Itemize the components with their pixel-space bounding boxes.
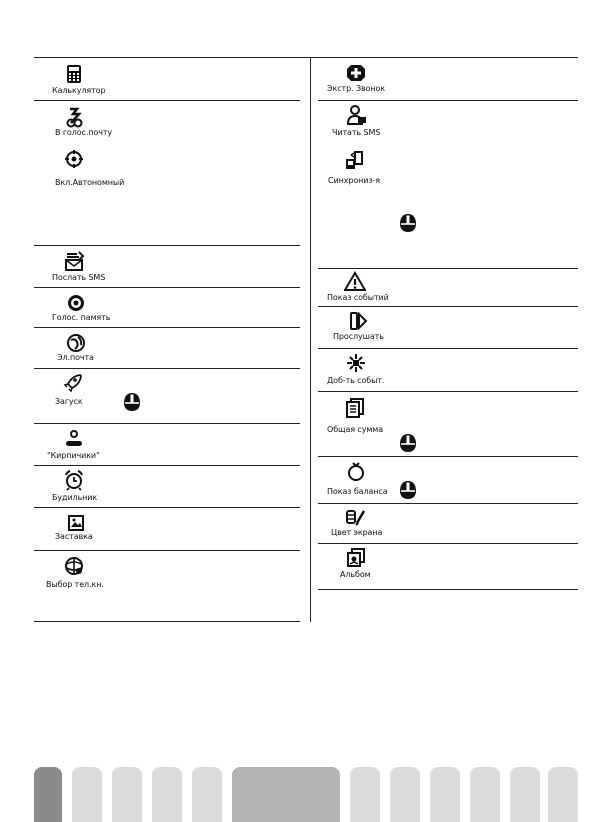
album-icon bbox=[345, 547, 367, 569]
navigation-key-icon bbox=[399, 213, 417, 233]
section-tab bbox=[390, 767, 420, 822]
navigation-key-icon bbox=[123, 392, 141, 412]
voicemail-icon bbox=[63, 106, 85, 128]
menu-label-offline: Вкл.Автономный bbox=[55, 178, 125, 187]
offline-mode-icon bbox=[63, 148, 85, 170]
navigation-key-icon bbox=[399, 480, 417, 500]
menu-label-send-sms: Послать SMS bbox=[52, 273, 106, 282]
menu-label-screensaver: Заставка bbox=[55, 532, 93, 541]
menu-label-total: Общая сумма bbox=[327, 425, 384, 434]
left-rule bbox=[34, 423, 300, 424]
section-tab-active bbox=[232, 767, 340, 822]
left-rule bbox=[34, 100, 300, 101]
right-rule bbox=[318, 348, 578, 349]
menu-label-calculator: Калькулятор bbox=[52, 86, 106, 95]
alarm-clock-icon bbox=[63, 469, 85, 491]
screensaver-icon bbox=[65, 512, 87, 534]
right-rule bbox=[318, 268, 578, 269]
menu-label-screen-color: Цвет экрана bbox=[331, 528, 383, 537]
right-rule bbox=[318, 543, 578, 544]
left-rule bbox=[34, 621, 300, 622]
menu-label-alarm: Будильник bbox=[52, 493, 98, 502]
emergency-call-icon bbox=[345, 62, 367, 84]
right-rule bbox=[318, 306, 578, 307]
menu-label-balance: Показ баланса bbox=[327, 487, 388, 496]
menu-label-bricks: "Кирпичики" bbox=[47, 451, 100, 460]
left-rule bbox=[34, 465, 300, 466]
menu-label-show-events: Показ событий bbox=[327, 293, 389, 302]
rocket-icon bbox=[62, 372, 84, 394]
menu-label-listen: Прослушать bbox=[333, 332, 384, 341]
sync-icon bbox=[343, 150, 365, 172]
menu-label-voicemail: В голос.почту bbox=[55, 128, 113, 137]
right-rule bbox=[318, 456, 578, 457]
top-rule bbox=[34, 57, 578, 58]
listen-icon bbox=[347, 310, 369, 332]
balance-icon bbox=[345, 460, 367, 482]
total-cost-icon bbox=[344, 397, 366, 419]
menu-label-launch: Загуск bbox=[55, 397, 83, 406]
section-tab bbox=[34, 767, 62, 822]
menu-label-email: Эл.почта bbox=[57, 353, 94, 362]
email-icon bbox=[65, 332, 87, 354]
section-tab bbox=[192, 767, 222, 822]
right-rule bbox=[318, 589, 578, 590]
menu-label-read-sms: Читать SMS bbox=[332, 128, 381, 137]
calculator-icon bbox=[63, 63, 85, 85]
section-tab bbox=[72, 767, 102, 822]
menu-label-album: Альбом bbox=[340, 570, 371, 579]
left-rule bbox=[34, 287, 300, 288]
voice-memo-icon bbox=[65, 292, 87, 314]
screen-color-icon bbox=[344, 506, 366, 528]
section-tab bbox=[350, 767, 380, 822]
left-rule bbox=[34, 327, 300, 328]
section-tab bbox=[548, 767, 578, 822]
left-rule bbox=[34, 507, 300, 508]
section-tab bbox=[112, 767, 142, 822]
menu-label-emergency: Экстр. Звонок bbox=[327, 84, 386, 93]
phonebook-icon bbox=[63, 555, 85, 577]
section-tab bbox=[470, 767, 500, 822]
section-tab bbox=[430, 767, 460, 822]
send-sms-icon bbox=[63, 250, 85, 272]
menu-label-select-phonebook: Выбор тел.кн. bbox=[46, 580, 104, 589]
right-rule bbox=[318, 503, 578, 504]
menu-label-sync: Синхрониз-я bbox=[328, 176, 381, 185]
left-rule bbox=[34, 550, 300, 551]
section-tab bbox=[510, 767, 540, 822]
menu-label-voice-memo: Голос. память bbox=[52, 313, 111, 322]
right-rule bbox=[318, 391, 578, 392]
add-event-icon bbox=[345, 352, 367, 374]
warning-icon bbox=[344, 271, 366, 293]
navigation-key-icon bbox=[399, 433, 417, 453]
right-rule bbox=[318, 100, 578, 101]
column-divider bbox=[310, 57, 311, 622]
menu-label-add-event: Доб-ть событ. bbox=[327, 376, 385, 385]
left-rule bbox=[34, 245, 300, 246]
left-rule bbox=[34, 368, 300, 369]
read-sms-icon bbox=[345, 104, 367, 126]
bricks-game-icon bbox=[63, 427, 85, 449]
section-tab bbox=[152, 767, 182, 822]
